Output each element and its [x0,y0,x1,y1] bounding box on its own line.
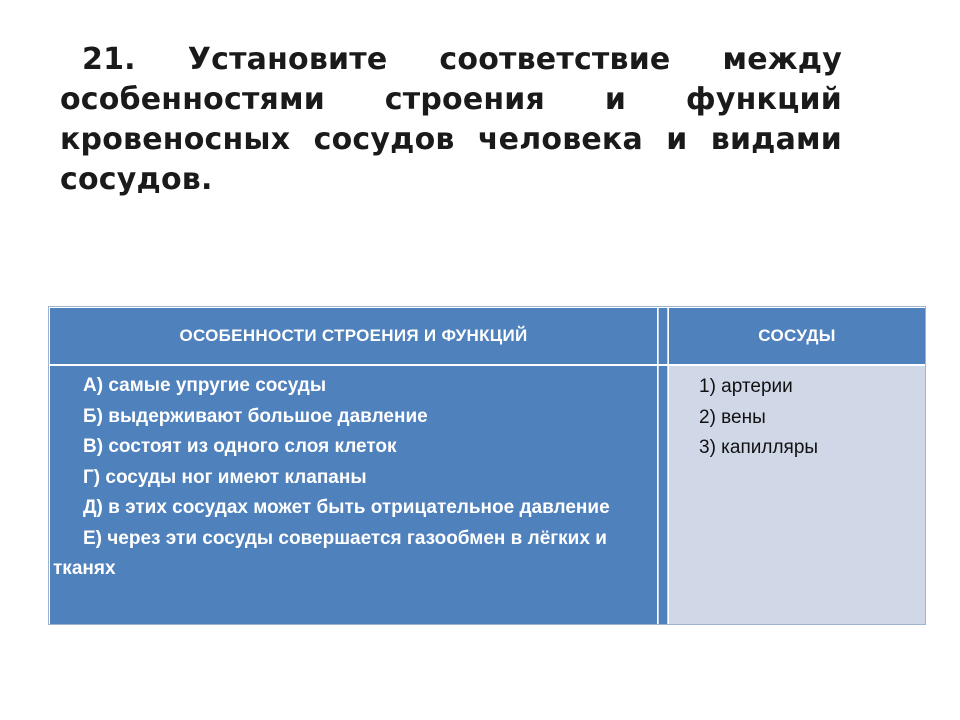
feature-item: Б) выдерживают большое давление [83,405,428,427]
header-features: ОСОБЕННОСТИ СТРОЕНИЯ И ФУНКЦИЙ [50,308,657,364]
matching-table [48,306,926,625]
question-number: 21. [82,42,136,77]
vessel-item: 3) капилляры [699,437,819,458]
question-body: Установите соответствие между особенностями строения и функций кровеносных сосудов человека и видами сосудов. [60,42,842,197]
header-separator [658,308,668,364]
feature-item: В) состоят из одного слоя клеток [83,436,397,457]
vessel-item: 1) артерии [699,376,793,397]
header-vessels: СОСУДЫ [669,308,925,364]
feature-item: А) самые упругие сосуды [83,375,327,396]
body-separator [658,366,668,624]
feature-item: Д) в этих сосудах может быть отрицательное давление [83,497,610,518]
vessels-cell [669,366,925,624]
feature-item: Г) сосуды ног имеют клапаны [83,466,367,488]
features-cell [50,366,657,624]
question-text [60,40,842,200]
vessel-item: 2) вены [699,406,766,428]
feature-item: Е) через эти сосуды совершается газообмен в лёгких и тканях [53,527,607,579]
